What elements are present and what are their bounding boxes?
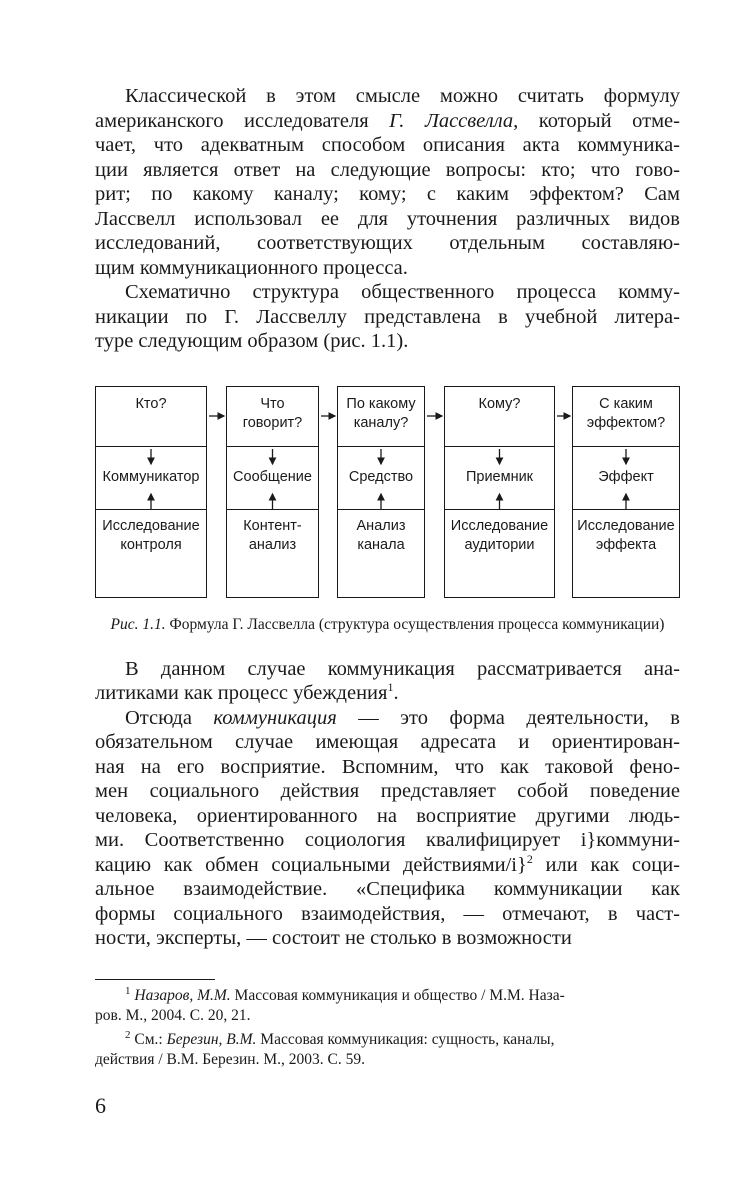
column-question: С каким эффектом?: [573, 387, 679, 447]
footnote-number: 2: [125, 1028, 131, 1041]
text-line: альное взаимодействие. «Специфика коммуникации как: [95, 878, 680, 900]
text-line: обязательном случае имеющая адресата и ориентирован-: [95, 731, 680, 753]
column-study: Исследование эффекта: [577, 517, 675, 553]
column-study: Исследование контроля: [102, 517, 200, 553]
top-paragraph-1: [95, 84, 680, 280]
column-role: Приемник: [445, 447, 554, 510]
page: [95, 84, 680, 1070]
text-line: никации по Г. Лассвеллу представлена в учебной литера-: [95, 305, 680, 328]
text-line: Схематично структура общественного процесса комму-: [125, 281, 680, 303]
column-study: Контент- анализ: [243, 517, 302, 553]
text-line: щим коммуникационного процесса.: [95, 256, 408, 279]
text-line: формы социального взаимодействия, — отмечают, в част-: [95, 902, 680, 925]
bottom-paragraph-1: [95, 657, 680, 706]
caption-text: Формула Г. Лассвелла (структура осуществления процесса коммуникации): [169, 615, 665, 633]
footnote-number: 1: [125, 984, 131, 997]
column-study: Исследование аудитории: [450, 517, 549, 553]
diagram-column-4: [444, 386, 555, 598]
page-number: 6: [95, 1093, 106, 1118]
diagram-column-5: [572, 386, 680, 598]
footnote-2: $^2$ См.: Березин, В.М. Массовая коммуникация: сущность, каналы, действия / В.М. Березин. М., 2003. С. 59.: [95, 1028, 555, 1068]
text-block-top: [95, 84, 680, 354]
text-line: ная на его восприятие. Вспомним, что как таковой фено-: [95, 755, 680, 778]
top-paragraph-2: [95, 280, 680, 354]
text-line: Отсюда коммуникация — это форма деятельности, в: [125, 706, 680, 729]
diagram-column-2: [226, 386, 319, 598]
text-line: человека, ориентированного на восприятие другими людь-: [95, 804, 680, 827]
caption-label: Рис. 1.1.: [110, 615, 166, 633]
column-question: Кто?: [96, 387, 206, 447]
column-study: Анализ канала: [356, 517, 406, 553]
text-line: ции является ответ на следующие вопросы: кто; что гово-: [95, 158, 680, 181]
footnote-author: Назаров, М.М.: [134, 986, 231, 1004]
lasswell-diagram: [95, 386, 680, 601]
text-line: исследований, соответствующих отдельным составляю-: [95, 232, 680, 254]
footnote-author: Березин, В.М.: [166, 1030, 257, 1048]
text-line: чает, что адекватным способом описания акта коммуника-: [95, 134, 680, 156]
text-line: кацию как обмен социальными действиями/i}$^2$ или как соци-: [95, 851, 680, 876]
text-line: ми. Соответственно социология квалифицирует i}коммуни-: [95, 829, 680, 851]
bottom-paragraph-2: [95, 706, 680, 951]
text-line: мен социального действия представляет собой поведение: [95, 780, 680, 802]
column-role: Средство: [338, 447, 424, 510]
column-role: Эффект: [573, 447, 679, 510]
column-question: Кому?: [445, 387, 554, 447]
text-line: литиками как процесс убеждения$^1$.: [95, 680, 399, 704]
column-role: Сообщение: [227, 447, 318, 510]
text-line: американского исследователя Г. Лассвелла, который отме-: [95, 109, 680, 132]
figure-caption: [95, 615, 680, 635]
column-question: По какому каналу?: [338, 387, 424, 447]
text-line: В данном случае коммуникация рассматривается ана-: [125, 657, 680, 680]
text-block-bottom: [95, 657, 680, 951]
column-question: Что говорит?: [227, 387, 318, 447]
footnotes: [95, 986, 680, 1070]
text-line: туре следующим образом (рис. 1.1).: [95, 330, 409, 352]
text-line: Классической в этом смысле можно считать формулу: [125, 85, 680, 107]
text-line: Лассвелл использовал ее для уточнения различных видов: [95, 207, 680, 230]
column-role: Коммуникатор: [96, 447, 206, 510]
footnote-rule: [95, 979, 215, 980]
diagram-column-1: [95, 386, 207, 598]
text-line: ности, эксперты, — состоит не столько в возможности: [95, 927, 572, 949]
footnote-1: $^1$ Назаров, М.М. Массовая коммуникация и общество / М.М. Наза- ров. М., 2004. С. 20, 21.: [95, 984, 565, 1024]
diagram-column-3: [337, 386, 425, 598]
text-line: рит; по какому каналу; кому; с каким эффектом? Сам: [95, 183, 680, 205]
